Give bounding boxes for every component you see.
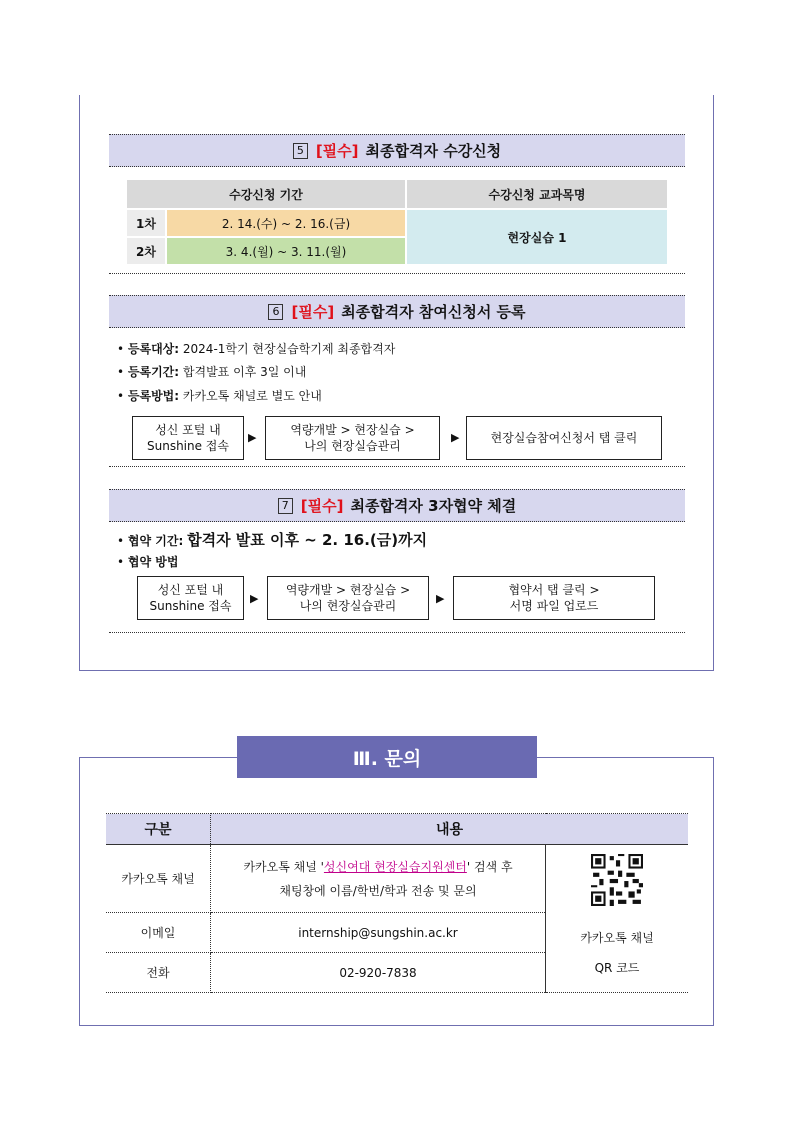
email-label: 이메일 — [106, 913, 211, 953]
kakao-text: ' 검색 후 — [466, 859, 513, 874]
flow-line: 역량개발 > 현장실습 > — [285, 583, 411, 597]
section6-number: 6 — [268, 304, 283, 320]
flow-line: 나의 현장실습관리 — [304, 439, 401, 453]
bullet-icon: • — [117, 555, 125, 569]
kakao-content — [211, 845, 546, 913]
bullet-icon: • — [117, 389, 125, 403]
section6-title: 최종합격자 참여신청서 등록 — [341, 303, 526, 321]
bullet-label: 등록대상: — [127, 342, 180, 356]
divider — [109, 466, 685, 467]
flow-line: 성신 포털 내 — [155, 423, 221, 437]
arrow-right-icon: ▶ — [436, 592, 445, 605]
round-label: 1차 — [126, 209, 166, 237]
bullet-icon: • — [117, 365, 125, 379]
divider — [109, 273, 685, 274]
section5-required: [필수] — [315, 142, 359, 160]
bullet-label: 협약 방법 — [127, 555, 179, 569]
contact-table — [106, 813, 688, 993]
section5-header — [109, 134, 685, 167]
bullet-text: 합격발표 이후 3일 이내 — [182, 365, 307, 379]
round-period: 2. 14.(수) ~ 2. 16.(금) — [166, 209, 406, 237]
bullet-icon: • — [117, 342, 125, 356]
qr-cell — [546, 845, 689, 993]
section6-header — [109, 295, 685, 328]
flow-line: 성신 포털 내 — [157, 583, 224, 597]
section7-header — [109, 489, 685, 522]
flow-line: Sunshine 접속 — [149, 599, 232, 613]
qr-label: QR 코드 — [594, 961, 640, 975]
section7-required: [필수] — [300, 497, 344, 515]
phone-value[interactable]: 02-920-7838 — [211, 953, 546, 993]
flow-step-portal — [137, 576, 244, 620]
section5-number: 5 — [293, 143, 308, 159]
flow-step-menu — [267, 576, 429, 620]
section6-bullet-method — [117, 387, 322, 404]
email-value[interactable]: internship@sungshin.ac.kr — [211, 913, 546, 953]
bullet-label: 등록방법: — [127, 389, 180, 403]
flow-line: Sunshine 접속 — [146, 439, 229, 453]
flow-step-agreement — [453, 576, 655, 620]
flow-line: 현장실습참여신청서 탭 클릭 — [490, 431, 638, 445]
bullet-text: 카카오톡 채널로 별도 안내 — [182, 389, 322, 403]
divider — [109, 632, 685, 633]
flow-line: 역량개발 > 현장실습 > — [290, 423, 415, 437]
section6-bullet-target — [117, 340, 395, 357]
section7-title: 최종합격자 3자협약 체결 — [350, 497, 517, 515]
section7-number: 7 — [278, 498, 293, 514]
section6-bullet-period — [117, 363, 306, 380]
bullet-text: 2024-1학기 현장실습학기제 최종합격자 — [182, 342, 396, 356]
flow-line: 서명 파일 업로드 — [509, 599, 599, 613]
kakao-channel-link[interactable]: 성신여대 현장실습지원센터 — [323, 859, 467, 874]
round-period: 3. 4.(월) ~ 3. 11.(월) — [166, 237, 406, 265]
contact-section-title: Ⅲ. 문의 — [237, 736, 537, 778]
bullet-text: 합격자 발표 이후 ~ 2. 16.(금)까지 — [187, 531, 428, 549]
round-label: 2차 — [126, 237, 166, 265]
kakao-text: 채팅창에 이름/학번/학과 전송 및 문의 — [279, 883, 477, 898]
bullet-label: 협약 기간: — [127, 534, 184, 548]
kakao-text: 카카오톡 채널 ' — [243, 859, 324, 874]
bullet-label: 등록기간: — [127, 365, 180, 379]
arrow-right-icon: ▶ — [250, 592, 259, 605]
flow-step-portal — [132, 416, 244, 460]
section6-required: [필수] — [291, 303, 335, 321]
header-category: 구분 — [106, 814, 211, 845]
arrow-right-icon: ▶ — [248, 431, 257, 444]
phone-label: 전화 — [106, 953, 211, 993]
flow-step-menu — [265, 416, 440, 460]
qr-code-icon[interactable] — [591, 854, 643, 906]
section5-title: 최종합격자 수강신청 — [365, 142, 502, 160]
header-period: 수강신청 기간 — [126, 179, 406, 209]
arrow-right-icon: ▶ — [451, 431, 460, 444]
qr-label: 카카오톡 채널 — [580, 931, 654, 945]
header-content: 내용 — [211, 814, 689, 845]
course-name: 현장실습 1 — [406, 209, 668, 265]
flow-line: 나의 현장실습관리 — [299, 599, 397, 613]
flow-line: 협약서 탭 클릭 > — [508, 583, 600, 597]
kakao-label: 카카오톡 채널 — [106, 845, 211, 913]
header-course: 수강신청 교과목명 — [406, 179, 668, 209]
flow-step-application-tab — [466, 416, 662, 460]
section7-bullet-period — [117, 529, 427, 550]
section7-bullet-method — [117, 553, 178, 570]
registration-schedule-table — [125, 178, 669, 266]
bullet-icon: • — [117, 534, 125, 548]
